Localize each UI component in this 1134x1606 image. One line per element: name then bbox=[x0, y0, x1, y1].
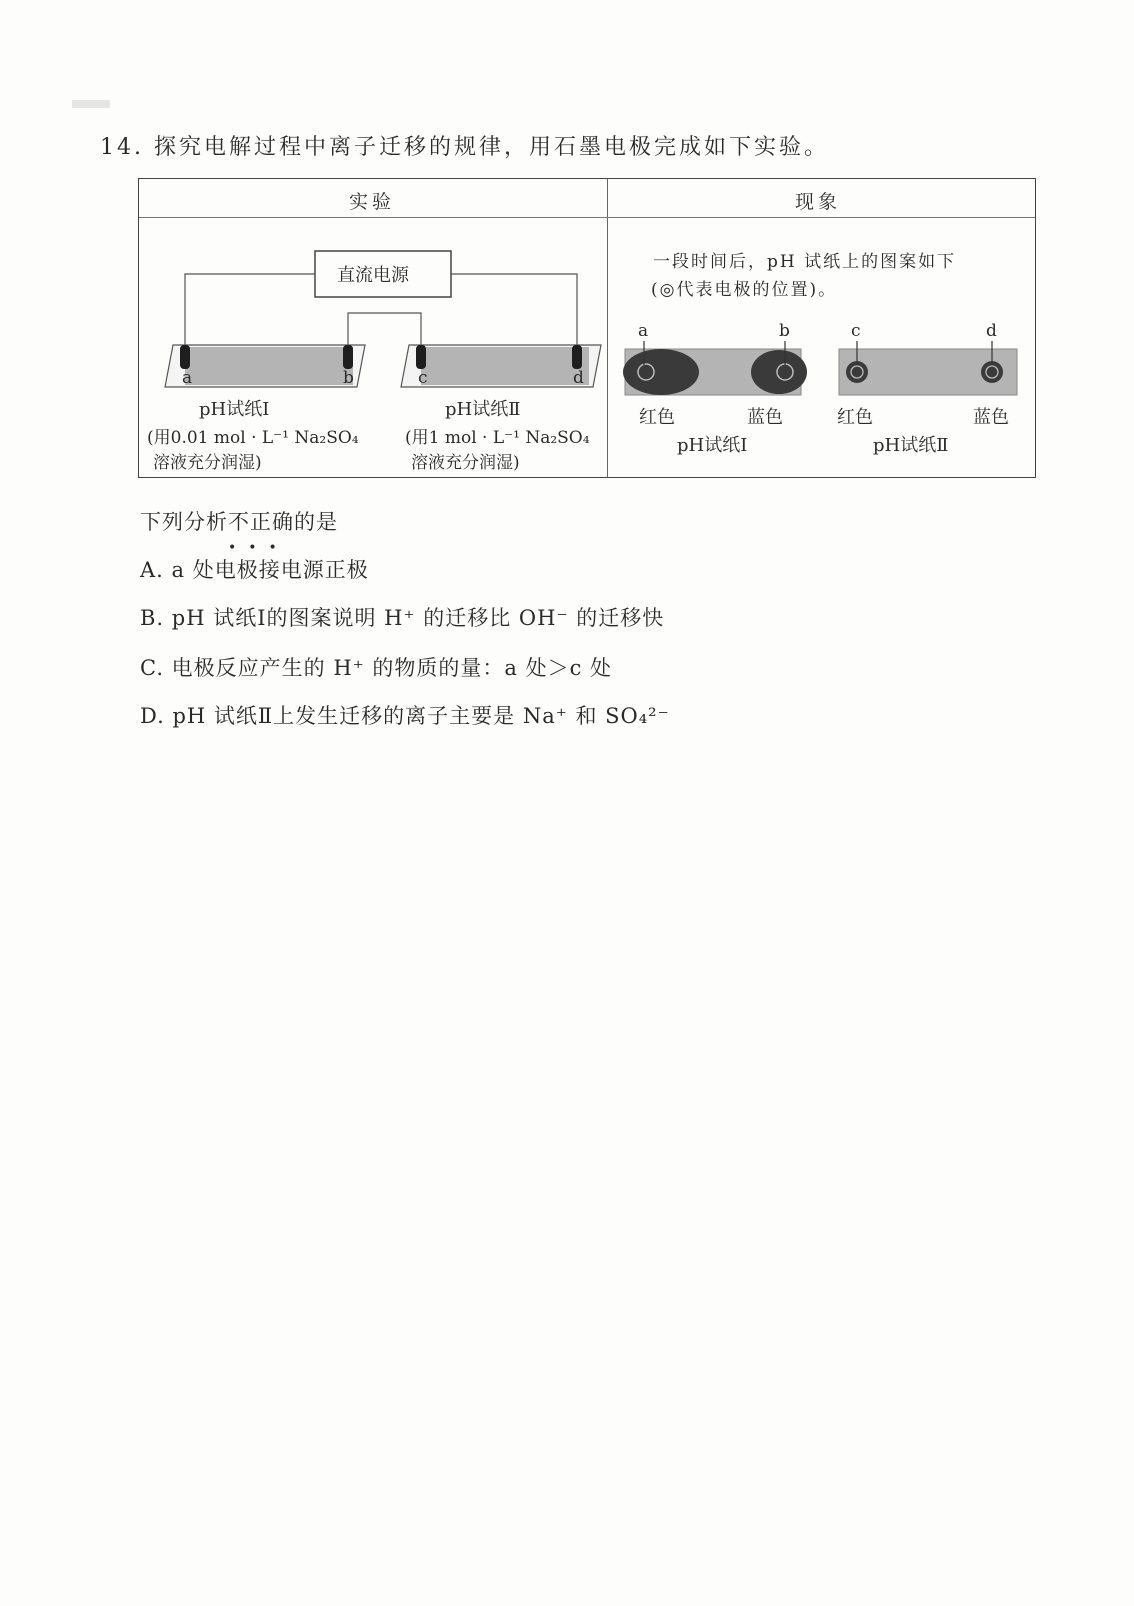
header-experiment: 实验 bbox=[349, 191, 396, 213]
option-d[interactable]: D. pH 试纸Ⅱ上发生迁移的离子主要是 Na⁺ 和 SO₄²⁻ bbox=[140, 704, 670, 728]
paper-1-label: pH试纸Ⅰ bbox=[199, 399, 270, 420]
obs-1-paper-label: pH试纸Ⅰ bbox=[677, 435, 748, 456]
scan-artifact bbox=[72, 100, 110, 108]
obs-d-label: d bbox=[986, 321, 997, 341]
electrode-b-label: b bbox=[343, 368, 354, 388]
phenomenon-text-1: 一段时间后，pH 试纸上的图案如下 bbox=[653, 252, 957, 272]
paper-2-note-1: (用1 mol · L⁻¹ Na₂SO₄ bbox=[405, 428, 590, 448]
obs-2-paper-label: pH试纸Ⅱ bbox=[873, 435, 949, 456]
electrode-a-label: a bbox=[182, 368, 193, 388]
prompt-after: 的是 bbox=[294, 510, 338, 534]
option-b[interactable]: B. pH 试纸Ⅰ的图案说明 H⁺ 的迁移比 OH⁻ 的迁移快 bbox=[140, 606, 665, 630]
obs-2-red-label: 红色 bbox=[837, 407, 873, 428]
obs-1-red-label: 红色 bbox=[639, 407, 675, 428]
obs-2-blue-label: 蓝色 bbox=[973, 407, 1009, 428]
electrode-d-label: d bbox=[573, 368, 584, 388]
obs-c-label: c bbox=[851, 321, 861, 341]
header-phenomenon: 现象 bbox=[795, 191, 842, 213]
paper-2-note-2: 溶液充分润湿) bbox=[411, 453, 520, 473]
question-title: 14. 探究电解过程中离子迁移的规律，用石墨电极完成如下实验。 bbox=[100, 135, 829, 160]
paper-2-fill bbox=[421, 347, 589, 385]
paper-1-fill bbox=[185, 347, 353, 385]
paper-1-note-1: (用0.01 mol · L⁻¹ Na₂SO₄ bbox=[147, 428, 359, 448]
electrode-c-label: c bbox=[418, 368, 428, 388]
electrode-d bbox=[572, 345, 582, 369]
wire-d bbox=[451, 274, 577, 351]
electrode-c bbox=[416, 345, 426, 369]
question-prompt bbox=[140, 506, 338, 556]
electrode-b bbox=[343, 345, 353, 369]
obs-1-blue-label: 蓝色 bbox=[747, 407, 783, 428]
phenomenon-text-2: (◎代表电极的位置)。 bbox=[651, 280, 838, 300]
power-supply-label: 直流电源 bbox=[337, 265, 409, 286]
option-c[interactable]: C. 电极反应产生的 H⁺ 的物质的量：a 处＞c 处 bbox=[140, 656, 613, 680]
obs-red-spot-1 bbox=[623, 349, 699, 395]
prompt-emphasis: 不正确 ••• bbox=[228, 510, 294, 556]
obs-b-label: b bbox=[779, 321, 790, 341]
option-a[interactable]: A. a 处电极接电源正极 bbox=[140, 558, 369, 582]
prompt-before: 下列分析 bbox=[140, 510, 228, 534]
obs-a-label: a bbox=[638, 321, 649, 341]
electrode-a bbox=[180, 345, 190, 369]
paper-1-note-2: 溶液充分润湿) bbox=[153, 453, 262, 473]
experiment-table bbox=[138, 178, 1036, 478]
obs-blue-spot-1 bbox=[751, 350, 807, 394]
paper-2-label: pH试纸Ⅱ bbox=[445, 399, 521, 420]
wire-a bbox=[185, 274, 315, 351]
